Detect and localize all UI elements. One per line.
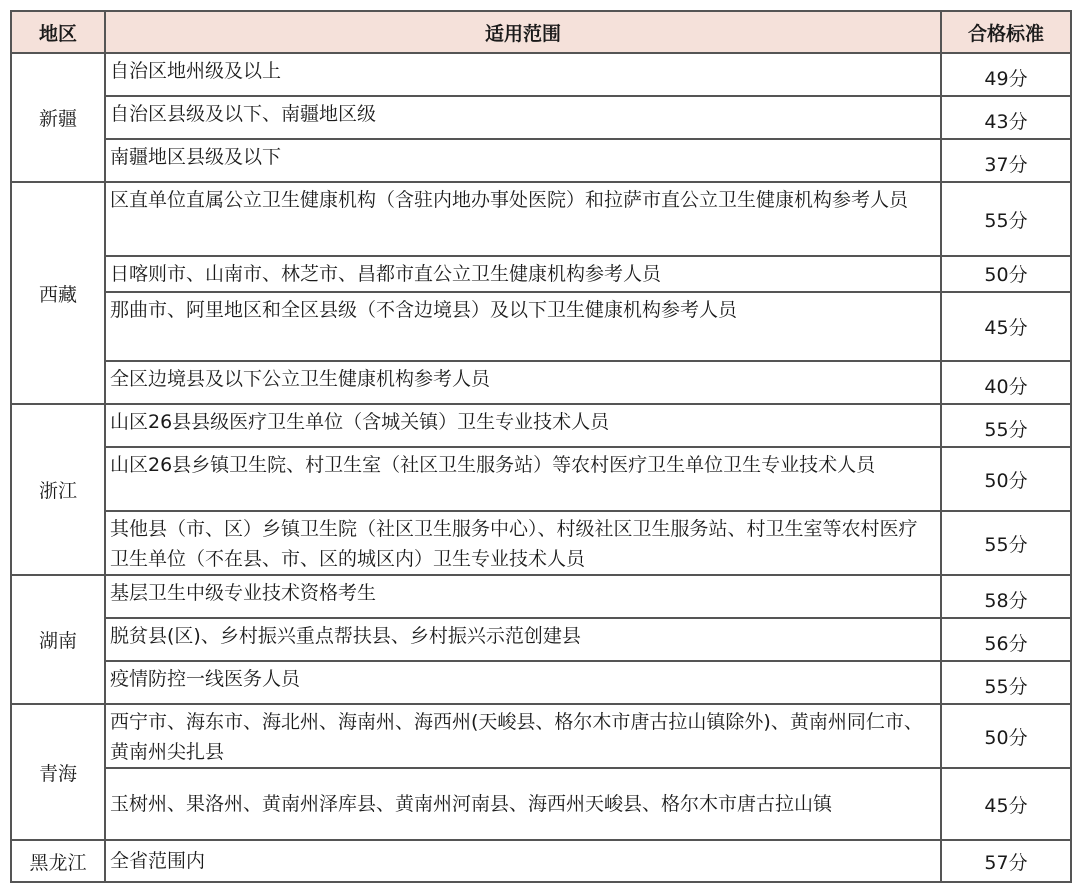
score-cell: 58分 <box>941 575 1071 618</box>
table-row <box>11 292 1071 361</box>
table-header-row <box>11 11 1071 53</box>
scope-cell: 山区26县县级医疗卫生单位（含城关镇）卫生专业技术人员 <box>105 404 941 447</box>
scope-cell: 那曲市、阿里地区和全区县级（不含边境县）及以下卫生健康机构参考人员 <box>105 292 941 361</box>
table-row <box>11 361 1071 404</box>
score-cell: 43分 <box>941 96 1071 139</box>
score-cell: 40分 <box>941 361 1071 404</box>
score-cell: 45分 <box>941 292 1071 361</box>
table-row <box>11 256 1071 292</box>
table-row <box>11 53 1071 96</box>
table-row <box>11 404 1071 447</box>
table-row <box>11 96 1071 139</box>
scope-cell: 其他县（市、区）乡镇卫生院（社区卫生服务中心）、村级社区卫生服务站、村卫生室等农村医疗卫生单位（不在县、市、区的城区内）卫生专业技术人员 <box>105 511 941 575</box>
table-row <box>11 447 1071 511</box>
region-cell: 新疆 <box>11 53 105 182</box>
scope-cell: 玉树州、果洛州、黄南州泽库县、黄南州河南县、海西州天峻县、格尔木市唐古拉山镇 <box>105 768 941 840</box>
region-cell: 青海 <box>11 704 105 840</box>
score-cell: 45分 <box>941 768 1071 840</box>
passing-score-table <box>10 10 1072 883</box>
scope-cell: 全省范围内 <box>105 840 941 882</box>
scope-cell: 日喀则市、山南市、林芝市、昌都市直公立卫生健康机构参考人员 <box>105 256 941 292</box>
score-cell: 57分 <box>941 840 1071 882</box>
score-cell: 37分 <box>941 139 1071 182</box>
region-cell: 西藏 <box>11 182 105 404</box>
score-cell: 50分 <box>941 704 1071 768</box>
scope-cell: 西宁市、海东市、海北州、海南州、海西州(天峻县、格尔木市唐古拉山镇除外)、黄南州同仁市、黄南州尖扎县 <box>105 704 941 768</box>
header-region: 地区 <box>11 11 105 53</box>
score-cell: 50分 <box>941 256 1071 292</box>
region-cell: 湖南 <box>11 575 105 704</box>
table-row <box>11 618 1071 661</box>
table-row <box>11 840 1071 882</box>
scope-cell: 自治区地州级及以上 <box>105 53 941 96</box>
header-standard: 合格标准 <box>941 11 1071 53</box>
scope-cell: 区直单位直属公立卫生健康机构（含驻内地办事处医院）和拉萨市直公立卫生健康机构参考人员 <box>105 182 941 256</box>
score-cell: 56分 <box>941 618 1071 661</box>
table-row <box>11 704 1071 768</box>
scope-cell: 南疆地区县级及以下 <box>105 139 941 182</box>
scope-cell: 脱贫县(区)、乡村振兴重点帮扶县、乡村振兴示范创建县 <box>105 618 941 661</box>
table-row <box>11 768 1071 840</box>
scope-cell: 山区26县乡镇卫生院、村卫生室（社区卫生服务站）等农村医疗卫生单位卫生专业技术人员 <box>105 447 941 511</box>
table-row <box>11 575 1071 618</box>
score-cell: 49分 <box>941 53 1071 96</box>
score-cell: 55分 <box>941 182 1071 256</box>
header-scope: 适用范围 <box>105 11 941 53</box>
score-cell: 55分 <box>941 511 1071 575</box>
table-row <box>11 182 1071 256</box>
score-cell: 55分 <box>941 661 1071 704</box>
scope-cell: 全区边境县及以下公立卫生健康机构参考人员 <box>105 361 941 404</box>
table-row <box>11 139 1071 182</box>
score-cell: 50分 <box>941 447 1071 511</box>
region-cell: 浙江 <box>11 404 105 575</box>
region-cell: 黑龙江 <box>11 840 105 882</box>
score-cell: 55分 <box>941 404 1071 447</box>
table-row <box>11 661 1071 704</box>
scope-cell: 自治区县级及以下、南疆地区级 <box>105 96 941 139</box>
scope-cell: 基层卫生中级专业技术资格考生 <box>105 575 941 618</box>
scope-cell: 疫情防控一线医务人员 <box>105 661 941 704</box>
table-row <box>11 511 1071 575</box>
